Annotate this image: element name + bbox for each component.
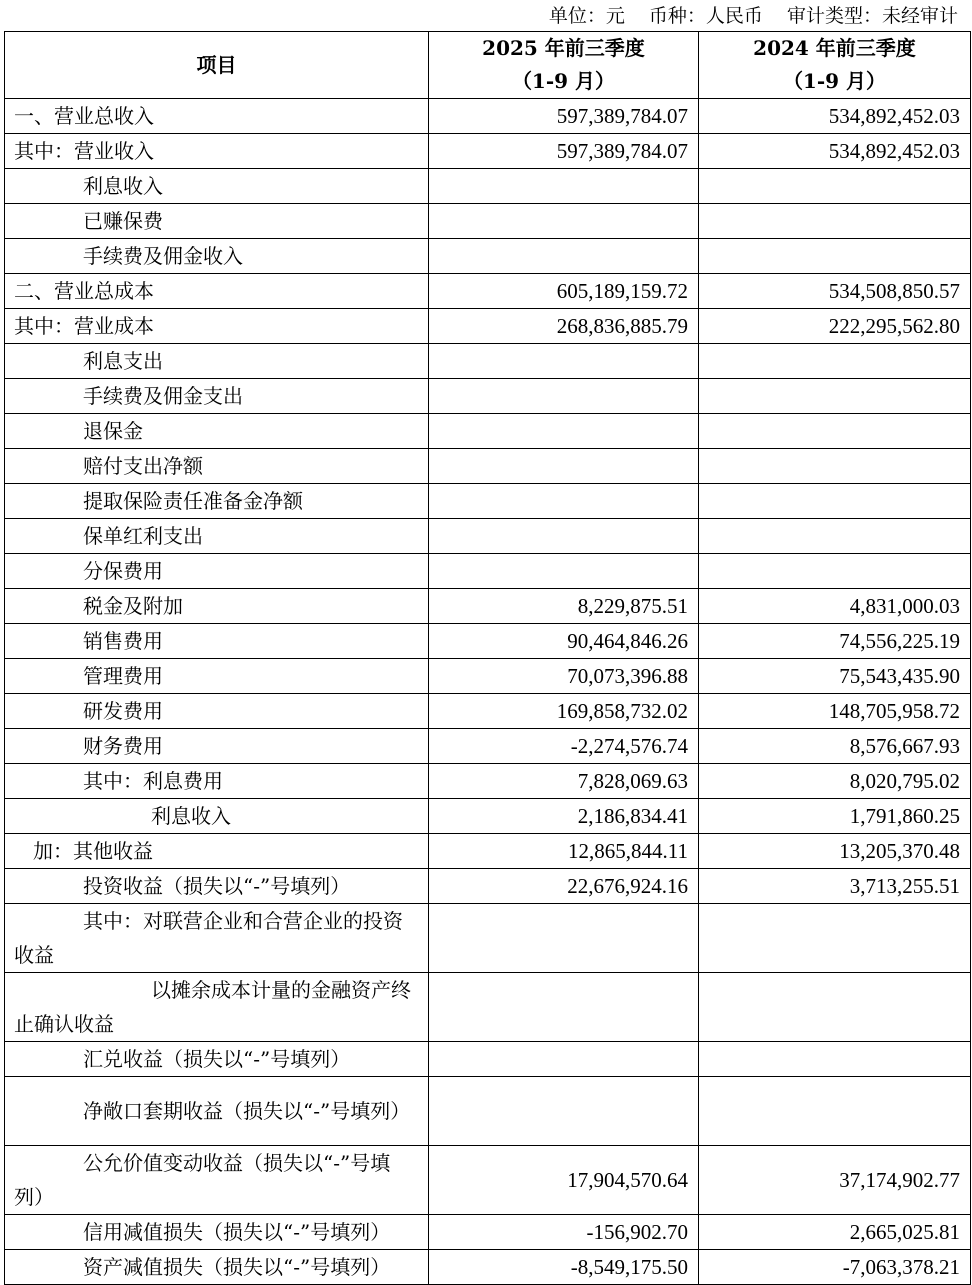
row-label: 其中：对联营企业和合营企业的投资收益 (5, 904, 429, 973)
table-row (5, 204, 971, 239)
table-row (5, 624, 971, 659)
row-label: 信用减值损失（损失以“-”号填列） (5, 1215, 429, 1250)
row-value-2024 (699, 1042, 971, 1077)
table-row (5, 274, 971, 309)
table-row (5, 834, 971, 869)
row-value-2025 (429, 973, 699, 1042)
currency-label: 币种：人民币 (648, 5, 763, 27)
row-value-2024 (699, 519, 971, 554)
row-value-2024: 74,556,225.19 (699, 624, 971, 659)
row-label: 分保费用 (5, 554, 429, 589)
row-value-2025: -8,549,175.50 (429, 1250, 699, 1285)
header-2025-line1: 2025 年前三季度 (482, 36, 645, 60)
table-row (5, 1250, 971, 1285)
table-row (5, 799, 971, 834)
row-value-2025 (429, 554, 699, 589)
row-value-2025 (429, 519, 699, 554)
row-value-2025: 605,189,159.72 (429, 274, 699, 309)
row-value-2024 (699, 484, 971, 519)
row-label: 公允价值变动收益（损失以“-”号填列） (5, 1146, 429, 1215)
row-value-2024: 2,665,025.81 (699, 1215, 971, 1250)
table-row (5, 134, 971, 169)
table-row (5, 904, 971, 973)
table-row (5, 344, 971, 379)
header-2024-line1: 2024 年前三季度 (753, 36, 916, 60)
table-row (5, 589, 971, 624)
row-value-2024: 8,020,795.02 (699, 764, 971, 799)
row-label: 保单红利支出 (5, 519, 429, 554)
row-value-2025 (429, 344, 699, 379)
row-label: 提取保险责任准备金净额 (5, 484, 429, 519)
table-row (5, 519, 971, 554)
table-row (5, 764, 971, 799)
unit-label: 单位：元 (548, 5, 625, 27)
row-value-2024: -7,063,378.21 (699, 1250, 971, 1285)
row-value-2024: 8,576,667.93 (699, 729, 971, 764)
table-row (5, 1042, 971, 1077)
row-label: 投资收益（损失以“-”号填列） (5, 869, 429, 904)
row-value-2025: 2,186,834.41 (429, 799, 699, 834)
table-row (5, 239, 971, 274)
row-value-2025 (429, 169, 699, 204)
row-label: 其中：利息费用 (5, 764, 429, 799)
table-row (5, 309, 971, 344)
row-value-2025 (429, 1077, 699, 1146)
row-value-2025: 268,836,885.79 (429, 309, 699, 344)
row-value-2025: 70,073,396.88 (429, 659, 699, 694)
table-header-row (5, 32, 971, 99)
row-value-2025 (429, 414, 699, 449)
row-value-2024: 4,831,000.03 (699, 589, 971, 624)
row-value-2025: -156,902.70 (429, 1215, 699, 1250)
row-label: 以摊余成本计量的金融资产终止确认收益 (5, 973, 429, 1042)
row-value-2024 (699, 344, 971, 379)
row-label: 利息收入 (5, 799, 429, 834)
header-2025 (429, 32, 699, 99)
row-label: 其中：营业成本 (5, 309, 429, 344)
row-value-2024: 148,705,958.72 (699, 694, 971, 729)
row-label: 其中：营业收入 (5, 134, 429, 169)
row-value-2024 (699, 973, 971, 1042)
row-value-2024: 534,892,452.03 (699, 99, 971, 134)
row-value-2025: -2,274,576.74 (429, 729, 699, 764)
table-row (5, 379, 971, 414)
row-value-2025: 17,904,570.64 (429, 1146, 699, 1215)
row-value-2025 (429, 904, 699, 973)
table-row (5, 99, 971, 134)
table-row (5, 973, 971, 1042)
row-value-2025 (429, 484, 699, 519)
header-2024-line2: （1-9 月） (782, 69, 887, 93)
row-label: 二、营业总成本 (5, 274, 429, 309)
row-value-2025: 90,464,846.26 (429, 624, 699, 659)
table-row (5, 869, 971, 904)
row-value-2024: 534,508,850.57 (699, 274, 971, 309)
row-label: 手续费及佣金收入 (5, 239, 429, 274)
row-value-2024: 37,174,902.77 (699, 1146, 971, 1215)
row-value-2024 (699, 414, 971, 449)
row-label: 加：其他收益 (5, 834, 429, 869)
row-label: 退保金 (5, 414, 429, 449)
table-row (5, 729, 971, 764)
row-value-2025 (429, 449, 699, 484)
row-value-2025: 22,676,924.16 (429, 869, 699, 904)
row-value-2024 (699, 169, 971, 204)
table-row (5, 659, 971, 694)
row-label: 资产减值损失（损失以“-”号填列） (5, 1250, 429, 1285)
row-value-2025: 7,828,069.63 (429, 764, 699, 799)
row-label: 税金及附加 (5, 589, 429, 624)
row-value-2025: 597,389,784.07 (429, 134, 699, 169)
row-value-2025 (429, 239, 699, 274)
row-value-2025: 8,229,875.51 (429, 589, 699, 624)
row-label: 销售费用 (5, 624, 429, 659)
table-row (5, 484, 971, 519)
row-value-2024 (699, 904, 971, 973)
row-value-2024: 75,543,435.90 (699, 659, 971, 694)
table-meta (549, 4, 958, 28)
row-value-2025: 12,865,844.11 (429, 834, 699, 869)
row-label: 财务费用 (5, 729, 429, 764)
row-value-2024: 1,791,860.25 (699, 799, 971, 834)
row-value-2024 (699, 239, 971, 274)
table-row (5, 694, 971, 729)
row-value-2025 (429, 1042, 699, 1077)
table-row (5, 554, 971, 589)
row-value-2024 (699, 1077, 971, 1146)
row-value-2025 (429, 379, 699, 414)
table-row (5, 1146, 971, 1215)
table-row (5, 1215, 971, 1250)
row-value-2025: 169,858,732.02 (429, 694, 699, 729)
row-value-2024 (699, 449, 971, 484)
table-row (5, 169, 971, 204)
row-label: 利息收入 (5, 169, 429, 204)
row-label: 利息支出 (5, 344, 429, 379)
table-row (5, 1077, 971, 1146)
row-value-2024 (699, 379, 971, 414)
header-2025-line2: （1-9 月） (511, 69, 616, 93)
row-label: 汇兑收益（损失以“-”号填列） (5, 1042, 429, 1077)
header-2024 (699, 32, 971, 99)
income-statement-table (4, 31, 971, 1285)
row-value-2024: 13,205,370.48 (699, 834, 971, 869)
row-value-2024: 3,713,255.51 (699, 869, 971, 904)
row-value-2024 (699, 554, 971, 589)
row-value-2025: 597,389,784.07 (429, 99, 699, 134)
row-label: 净敞口套期收益（损失以“-”号填列） (5, 1077, 429, 1146)
row-label: 管理费用 (5, 659, 429, 694)
audit-type-label: 审计类型：未经审计 (786, 5, 958, 27)
header-item: 项目 (5, 32, 429, 99)
row-value-2024: 222,295,562.80 (699, 309, 971, 344)
row-value-2024: 534,892,452.03 (699, 134, 971, 169)
row-value-2025 (429, 204, 699, 239)
row-label: 手续费及佣金支出 (5, 379, 429, 414)
row-label: 赔付支出净额 (5, 449, 429, 484)
row-label: 一、营业总收入 (5, 99, 429, 134)
row-value-2024 (699, 204, 971, 239)
table-row (5, 449, 971, 484)
row-label: 已赚保费 (5, 204, 429, 239)
row-label: 研发费用 (5, 694, 429, 729)
table-row (5, 414, 971, 449)
